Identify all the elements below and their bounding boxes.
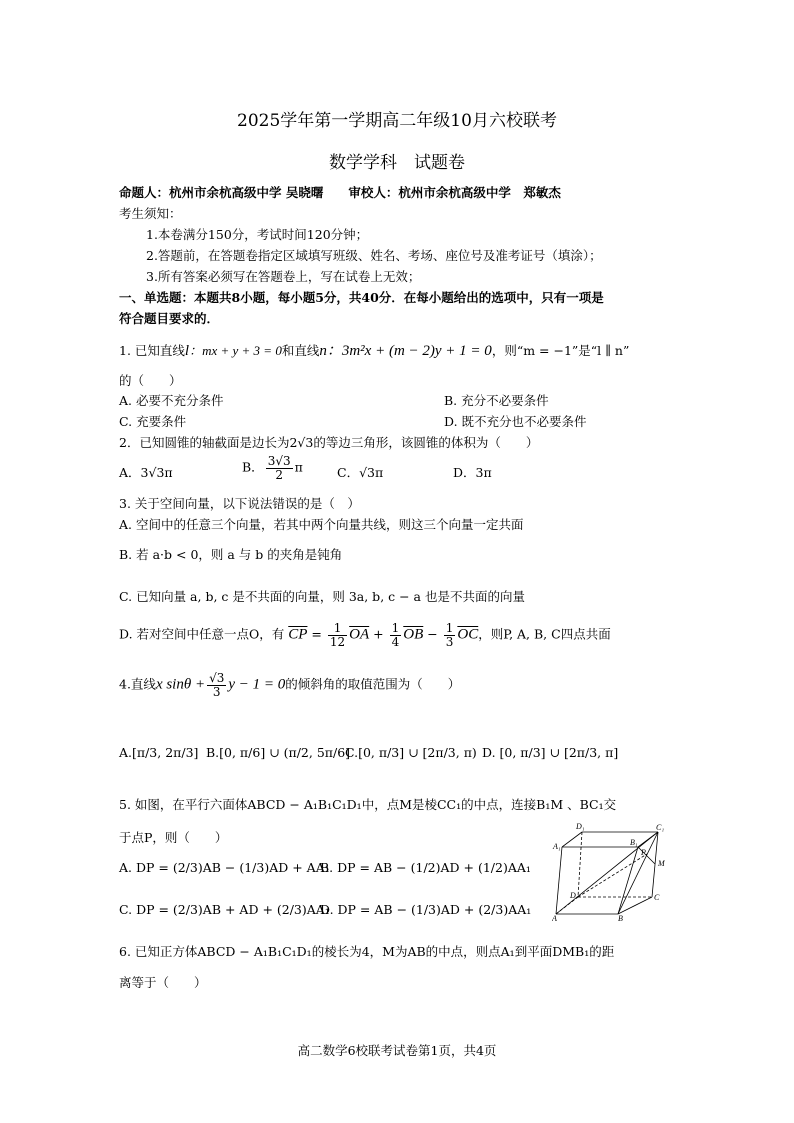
q2-option-d: D．3π <box>453 465 492 480</box>
q4-frac-num: √3 <box>209 671 225 685</box>
notice-item-2: 2.答题前，在答题卷指定区域填写班级、姓名、考场、座位号及准考证号（填涂）； <box>146 248 602 263</box>
q3-option-d <box>119 622 611 648</box>
page-title: 2025学年第一学期高二年级10月六校联考 <box>237 111 557 131</box>
q1-eq2: ：3m²x + (m − 2)y + 1 = 0 <box>326 343 492 359</box>
notice-title: 考生须知： <box>119 206 182 221</box>
parallelepiped-figure <box>552 822 678 922</box>
segment-b-c1 <box>618 832 658 914</box>
q1-stem-suffix: 的（ ） <box>119 373 182 388</box>
page-footer: 高二数学6校联考试卷第1页，共4页 <box>297 1043 497 1058</box>
q3-d-eq: = <box>311 626 322 642</box>
q1-option-d: D. 既不充分也不必要条件 <box>444 414 587 429</box>
q2-b-numerator: 3√3 <box>267 454 291 468</box>
edge-d1-d <box>578 832 582 897</box>
q5-option-d: D. DP = AB − (1/3)AD + (2/3)AA₁ <box>320 902 532 917</box>
q2-b-denominator: 2 <box>275 467 283 482</box>
q1-eq1: ：mx + y + 3 = 0 <box>189 343 282 358</box>
q4-fraction <box>207 672 226 698</box>
question-3-stem: 3. 关于空间向量，以下说法错误的是（ ） <box>119 496 360 511</box>
fig-label-c: C <box>654 893 660 902</box>
question-6-stem-line2: 离等于（ ） <box>119 975 207 990</box>
q5-option-c: C. DP = (2/3)AB + AD + (2/3)AA₁ <box>119 902 330 917</box>
authors-line: 命题人：杭州市余杭高级中学 吴晓曙 审校人：杭州市余杭高级中学 郑敏杰 <box>119 185 561 200</box>
q3-option-c: C. 已知向量 a, b, c 是不共面的向量，则 3a, b, c − a 也是不共面的向量 <box>119 589 525 604</box>
section-heading-line2: 符合题目要求的． <box>119 311 220 326</box>
fig-label-d: D <box>570 891 576 900</box>
section-heading-line1: 一、单选题：本题共8小题，每小题5分，共40分．在每小题给出的选项中，只有一项是 <box>119 290 604 305</box>
question-5-stem-line1: 5. 如图，在平行六面体ABCD − A₁B₁C₁D₁中，点M是棱CC₁的中点，连接B₁M 、BC₁交 <box>119 797 617 812</box>
edge-b1-b <box>618 847 638 914</box>
question-5-stem-line2: 于点P，则（ ） <box>119 830 228 845</box>
fig-label-b1: B₁ <box>630 838 638 847</box>
q3-d-minus: − <box>427 626 438 642</box>
question-4-stem <box>119 672 460 698</box>
q3-d-vec-oa: $\overline{OA}$ <box>349 626 370 643</box>
q1-option-a: A. 必要不充分条件 <box>119 393 224 408</box>
q4-stem-suffix: 的倾斜角的取值范围为（ ） <box>285 676 461 692</box>
q3-d-suffix: ，则P, A, B, C四点共面 <box>478 626 611 642</box>
notice-item-3: 3.所有答案必须写在答题卷上，写在试卷上无效； <box>146 269 421 284</box>
fig-label-a1: A₁ <box>553 842 561 851</box>
q1-option-c: C. 充要条件 <box>119 414 187 429</box>
fig-label-a: A <box>552 914 557 922</box>
q3-d-frac2-den: 4 <box>391 634 400 649</box>
q2-b-pi: π <box>294 459 303 475</box>
edge-d1-a1 <box>562 832 582 847</box>
fig-label-b: B <box>618 914 623 922</box>
q4-frac-den: 3 <box>212 684 221 699</box>
q3-d-frac1-den: 12 <box>329 634 346 649</box>
q4-option-d: D. [0, π/3] ∪ [2π/3, π] <box>482 745 619 760</box>
q3-d-vec-oc: $\overline{OC}$ <box>457 626 479 643</box>
q4-option-b: B.[0, π/6] ∪ (π/2, 5π/6] <box>206 745 351 760</box>
q3-option-a: A. 空间中的任意三个向量，若其中两个向量共线，则这三个向量一定共面 <box>119 517 524 532</box>
fig-label-m: M <box>658 859 665 868</box>
edge-b-c <box>618 897 652 914</box>
question-1-stem <box>119 339 629 360</box>
q3-option-b: B. 若 a·b < 0，则 a 与 b 的夹角是钝角 <box>119 547 343 562</box>
q2-option-b-fraction <box>266 455 293 481</box>
q2-option-b-label: B． <box>242 459 264 475</box>
q3-d-frac2 <box>390 622 402 648</box>
fig-label-p: P <box>641 848 646 857</box>
q3-d-vec-ob: $\overline{OB}$ <box>403 626 424 643</box>
q1-option-b: B. 充分不必要条件 <box>444 393 549 408</box>
q3-d-frac1-num: 1 <box>328 622 347 636</box>
page-subtitle: 数学学科 试题卷 <box>329 153 465 173</box>
q2-option-b <box>242 455 303 481</box>
q5-option-a: A. DP = (2/3)AB − (1/3)AD + AA₁ <box>119 860 330 875</box>
q1-mid: 和直线 <box>281 343 320 358</box>
q3-d-prefix: D. 若对空间中任意一点O，有 <box>119 626 285 642</box>
q4-option-c: C.[0, π/3] ∪ [2π/3, π) <box>345 745 477 760</box>
q2-option-a: A．3√3π <box>119 465 173 480</box>
q1-condition: ，则“m = −1”是“l ∥ n” <box>491 343 630 358</box>
question-2-stem: 2．已知圆锥的轴截面是边长为2√3的等边三角形，该圆锥的体积为（ ） <box>119 435 539 450</box>
q3-d-frac2-num: 1 <box>391 621 400 635</box>
fig-label-d1: D₁ <box>576 822 585 831</box>
q3-d-frac3 <box>444 622 456 648</box>
q3-d-vec-cp: $\overline{CP}$ <box>288 626 308 643</box>
q4-option-a: A.[π/3, 2π/3] <box>119 745 199 760</box>
q1-line-l: l <box>184 343 190 359</box>
edge-a1-a <box>556 847 562 914</box>
q4-expr-a: x sinθ + <box>155 676 206 693</box>
q4-expr-b: y − 1 = 0 <box>228 676 286 693</box>
q3-d-plus: + <box>373 626 384 642</box>
q3-d-frac1 <box>328 622 347 648</box>
q1-stem-prefix: 1. 已知直线 <box>119 343 185 358</box>
q3-d-frac3-den: 3 <box>445 634 454 649</box>
notice-item-1: 1.本卷满分150分，考试时间120分钟； <box>146 227 369 242</box>
q5-option-b: B. DP = AB − (1/2)AD + (1/2)AA₁ <box>320 860 531 875</box>
question-6-stem-line1: 6. 已知正方体ABCD − A₁B₁C₁D₁的棱长为4，M为AB的中点，则点A₁到平面DMB₁的距 <box>119 944 615 959</box>
q2-option-c: C．√3π <box>337 465 384 480</box>
q4-stem-prefix: 4.直线 <box>119 676 156 692</box>
q1-line-n: n <box>319 343 327 359</box>
q3-d-frac3-num: 1 <box>445 621 454 635</box>
fig-label-c1: C₁ <box>656 823 665 832</box>
